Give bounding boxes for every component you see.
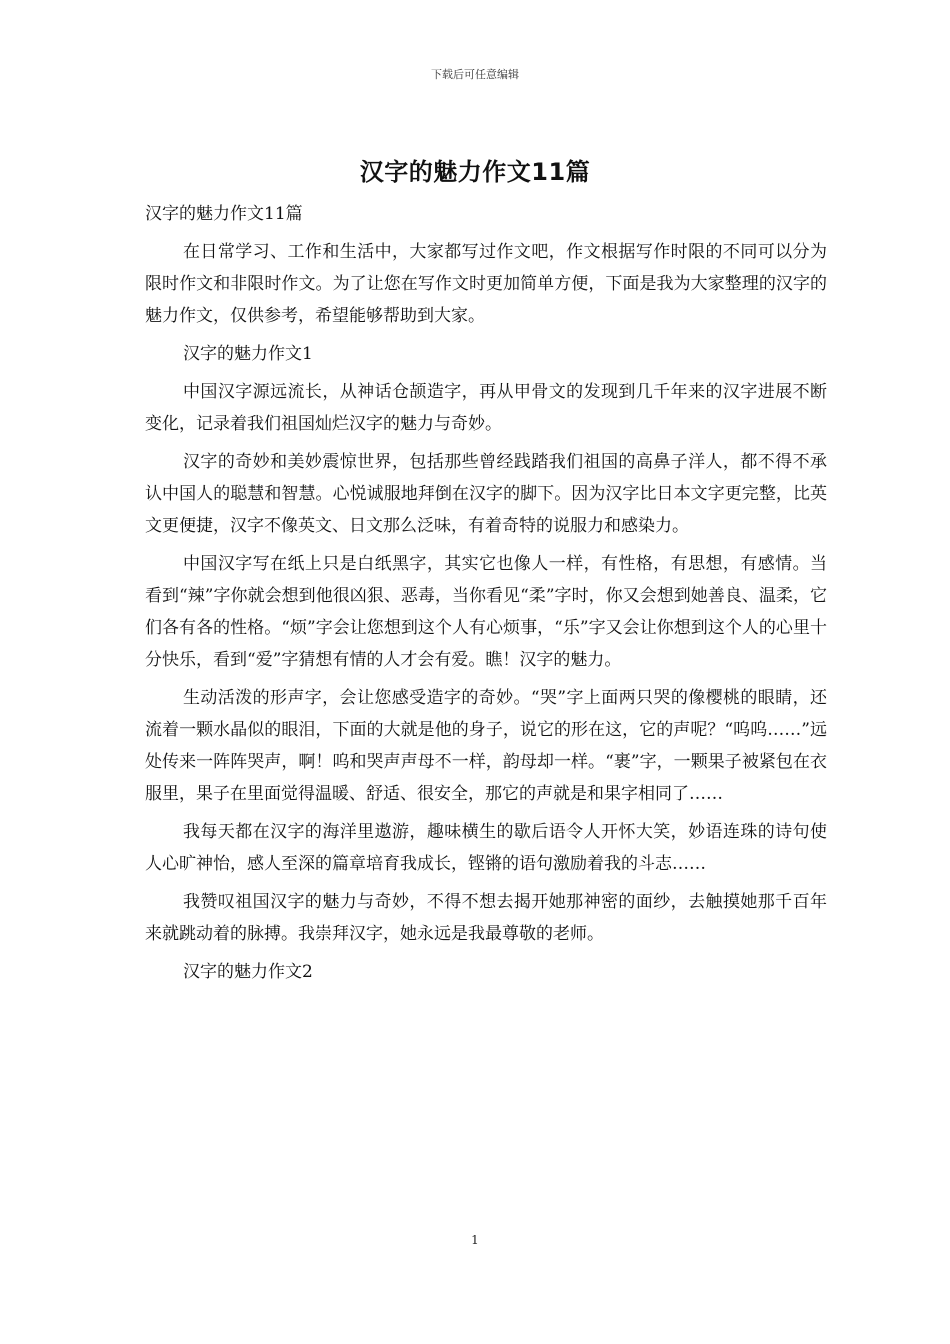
- body-paragraph: 汉字的奇妙和美妙震惊世界，包括那些曾经践踏我们祖国的高鼻子洋人，都不得不承认中国人的聪慧和智慧。心悦诚服地拜倒在汉字的脚下。因为汉字比日本文字更完整，比英文更便捷，汉字不像英文、日文那么泛味，有着奇特的说服力和感染力。: [145, 452, 827, 536]
- body-paragraph: 我赞叹祖国汉字的魅力与奇妙，不得不想去揭开她那神密的面纱，去触摸她那千百年来就跳动着的脉搏。我崇拜汉字，她永远是我最尊敬的老师。: [145, 892, 827, 944]
- body-paragraph: 我每天都在汉字的海洋里遨游，趣味横生的歇后语令人开怀大笑，妙语连珠的诗句使人心旷神怡，感人至深的篇章培育我成长，铿锵的语句激励着我的斗志……: [145, 822, 827, 874]
- page-number: 1: [471, 1233, 479, 1247]
- document-body: [145, 198, 827, 994]
- subtitle-line: 汉字的魅力作文11篇: [145, 204, 303, 224]
- section-heading-1: 汉字的魅力作文1: [183, 344, 313, 364]
- header-note: 下载后可任意编辑: [431, 68, 519, 81]
- section-heading-2: 汉字的魅力作文2: [183, 962, 313, 982]
- intro-paragraph: 在日常学习、工作和生活中，大家都写过作文吧，作文根据写作时限的不同可以分为限时作文和非限时作文。为了让您在写作文时更加简单方便，下面是我为大家整理的汉字的魅力作文，仅供参考，希望能够帮助到大家。: [145, 242, 827, 326]
- body-paragraph: 生动活泼的形声字，会让您感受造字的奇妙。“哭”字上面两只哭的像樱桃的眼睛，还流着一颗水晶似的眼泪，下面的大就是他的身子，说它的形在这，它的声呢？“呜呜……”远处传来一阵阵哭声，啊！呜和哭声声母不一样，韵母却一样。“裹”字，一颗果子被紧包在衣服里，果子在里面觉得温暖、舒适、很安全，那它的声就是和果字相同了……: [145, 688, 827, 804]
- document-title: 汉字的魅力作文11篇: [359, 158, 591, 186]
- body-paragraph: 中国汉字源远流长，从神话仓颉造字，再从甲骨文的发现到几千年来的汉字进展不断变化，记录着我们祖国灿烂汉字的魅力与奇妙。: [145, 382, 827, 434]
- body-paragraph: 中国汉字写在纸上只是白纸黑字，其实它也像人一样，有性格，有思想，有感情。当看到“辣”字你就会想到他很凶狠、恶毒，当你看见“柔”字时，你又会想到她善良、温柔，它们各有各的性格。“烦”字会让您想到这个人有心烦事，“乐”字又会让你想到这个人的心里十分快乐，看到“爱”字猜想有情的人才会有爱。瞧！汉字的魅力。: [145, 554, 827, 670]
